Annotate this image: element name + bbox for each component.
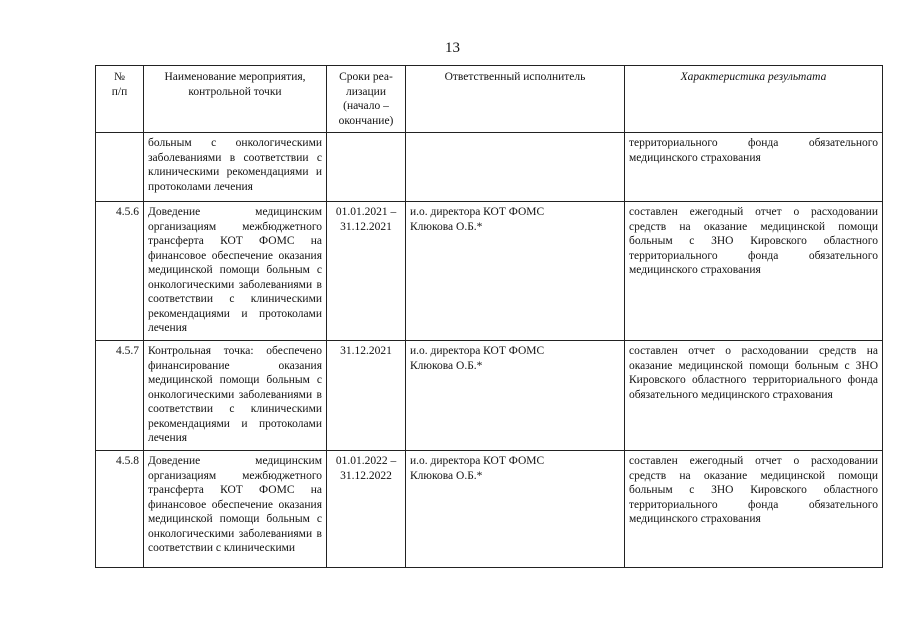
row-activity-name: Доведение медицинским организациям межбюджетного трансферта КОТ ФОМС на финансовое обеспечение оказания медицинской помощи больным с онкологическими заболеваниями в соответствии с клиническими рекомендациями и протоколами лечения [144,202,327,341]
row-result: составлен отчет о расходовании средств на оказание медицинской помощи больным с ЗНО Кировского областного территориального фонда обязательного медицинского страхования [625,341,883,451]
row-number: 4.5.7 [96,341,144,451]
table-row [96,451,883,568]
activities-table [95,65,883,568]
row-number [96,133,144,202]
row-activity-name: Доведение медицинским организациям межбюджетного трансферта КОТ ФОМС на финансовое обеспечение оказания медицинской помощи больным с онкологическими заболеваниями в соответствии с клиническими [144,451,327,568]
header-dates: Сроки реа- лизации (начало – окончание) [327,66,406,133]
row-dates: 01.01.2022 – 31.12.2022 [327,451,406,568]
row-dates: 31.12.2021 [327,341,406,451]
row-dates [327,133,406,202]
row-number: 4.5.6 [96,202,144,341]
header-number: № п/п [96,66,144,133]
table-row [96,341,883,451]
row-executor: и.о. директора КОТ ФОМС Клюкова О.Б.* [406,202,625,341]
table-row [96,202,883,341]
header-activity-name: Наименование мероприятия, контрольной точки [144,66,327,133]
row-activity-name: больным с онкологическими заболеваниями в соответствии с клиническими рекомендациями и протоколами лечения [144,133,327,202]
row-activity-name: Контрольная точка: обеспечено финансирование оказания медицинской помощи больным с онкологическими заболеваниями в соответствии с клиническими рекомендациями и протоколами лечения [144,341,327,451]
table-row [96,133,883,202]
row-executor [406,133,625,202]
header-executor: Ответственный исполнитель [406,66,625,133]
row-result: составлен ежегодный отчет о расходовании средств на оказание медицинской помощи больным с ЗНО Кировского областного территориального фонда обязательного медицинского страхования [625,202,883,341]
row-dates: 01.01.2021 – 31.12.2021 [327,202,406,341]
row-executor: и.о. директора КОТ ФОМС Клюкова О.Б.* [406,451,625,568]
row-result: территориального фонда обязательного медицинского страхования [625,133,883,202]
page-number: 13 [445,40,460,56]
row-executor: и.о. директора КОТ ФОМС Клюкова О.Б.* [406,341,625,451]
row-result: составлен ежегодный отчет о расходовании средств на оказание медицинской помощи больным с ЗНО Кировского областного территориального фонда обязательного медицинского страхования [625,451,883,568]
table-header-row [96,66,883,133]
header-result: Характеристика результата [625,66,883,133]
row-number: 4.5.8 [96,451,144,568]
